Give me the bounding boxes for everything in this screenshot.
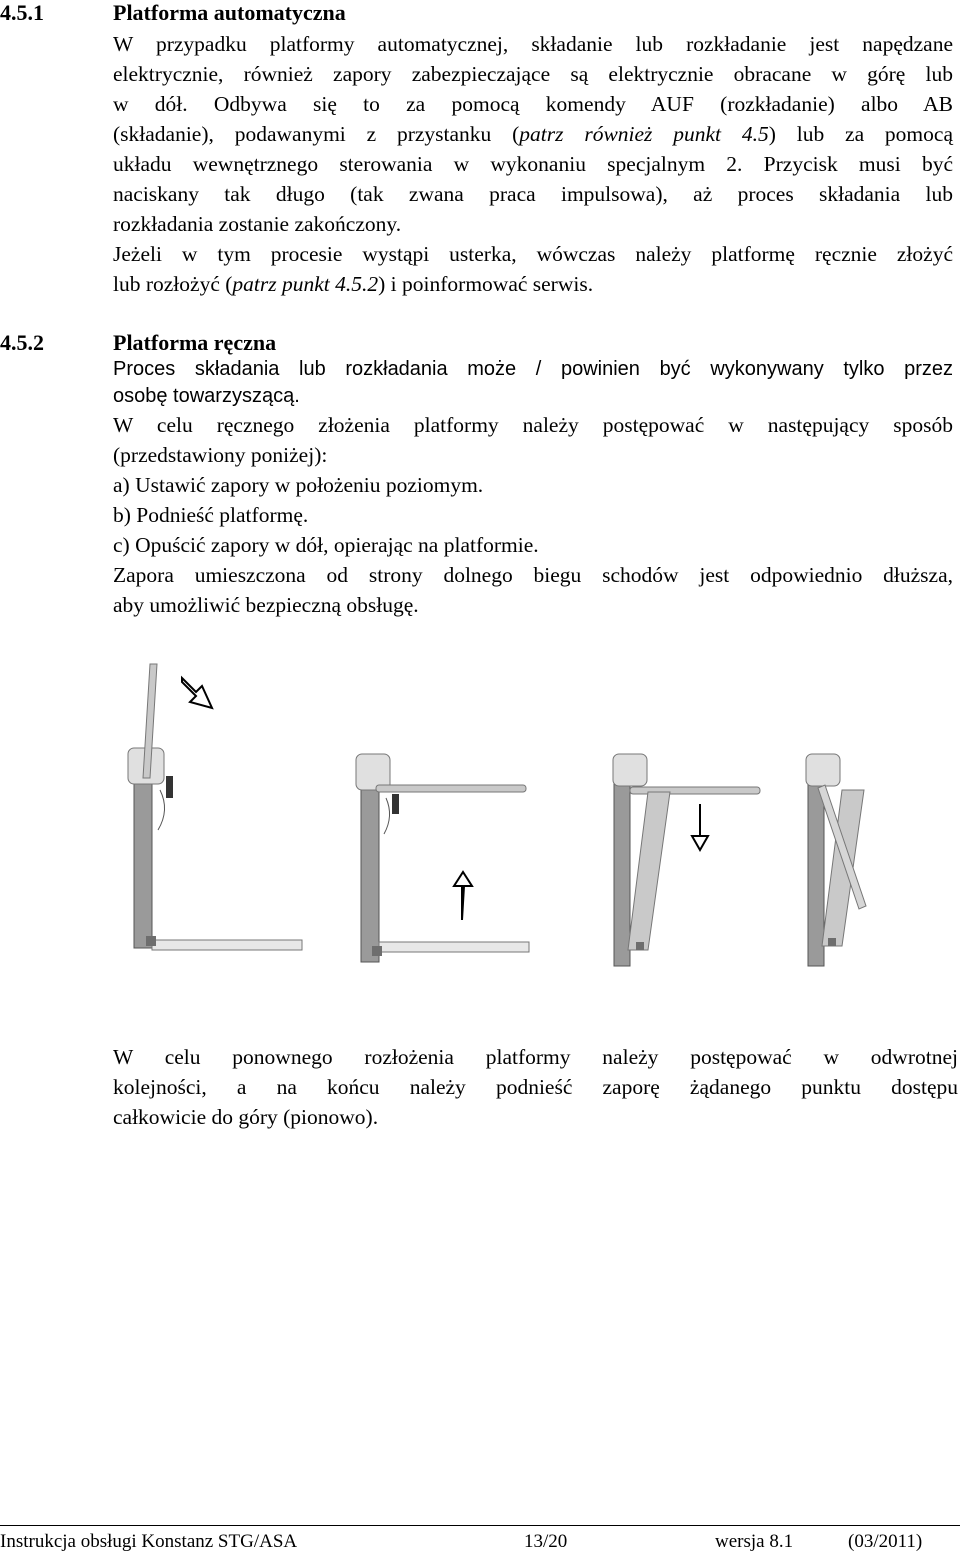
stage-4-barrier-lowered	[806, 754, 866, 966]
section-title-manual-platform: Platforma ręczna	[113, 330, 277, 355]
step-a: a) Ustawić zapory w położeniu poziomym.	[113, 473, 484, 497]
footer-manual-title: Instrukcja obsługi Konstanz STG/ASA	[0, 1531, 298, 1552]
stage-1-barrier-raised	[128, 664, 302, 950]
step-b: b) Podnieść platformę.	[113, 503, 309, 527]
section-number-4-5-2: 4.5.2	[0, 330, 44, 355]
stage-2-barrier-horizontal	[356, 754, 529, 962]
section-title-automatic-platform: Platforma automatyczna	[113, 0, 346, 25]
step-c: c) Opuścić zapory w dół, opierając na platformie.	[113, 533, 539, 557]
footer-page-number: 13/20	[524, 1531, 568, 1552]
footer-date: (03/2011)	[848, 1531, 923, 1552]
paragraph-manual-1: Proces składania lub rozkładania może / powinien być wykonywany tylko przez osobę towarzyszącą.	[113, 358, 953, 407]
arrow-up-icon	[454, 872, 472, 920]
paragraph-manual-2: W celu ręcznego złożenia platformy należy postępować w następujący sposób (przedstawiony poniżej): a) Ustawić zapory w położeniu poziomym. b) Podnieść platformę. c) Opuścić zapory w dół, opierając na platformie. Zapora umieszczona od strony dolnego biegu schodów jest odpowiednio dłuższa, aby umożliwić bezpieczną obsługę.	[113, 413, 953, 617]
footer-version: wersja 8.1	[715, 1531, 794, 1552]
folding-steps-illustration	[0, 650, 960, 980]
footer-rule	[0, 1525, 960, 1526]
paragraph-automatic-1: W przypadku platformy automatycznej, składanie lub rozkładanie jest napędzane elektrycznie, również zapory zabezpieczające są elektrycznie obracane w górę lub w dół. Odbywa się to za pomocą komendy AUF (rozkładanie) albo AB (składanie), podawanymi z przystanku (patrz również punkt 4.5) lub za pomocą układu wewnętrznego sterowania w wykonaniu specjalnym 2. Przycisk musi być naciskany tak długo (tak zwana praca impulsowa), aż proces składania lub rozkładania zostanie zakończony.	[113, 32, 953, 236]
section-number-4-5-1: 4.5.1	[0, 0, 44, 25]
paragraph-automatic-2: Jeżeli w tym procesie wystąpi usterka, wówczas należy platformę ręcznie złożyć lub rozłożyć (patrz punkt 4.5.2) i poinformować serwis.	[113, 242, 953, 296]
arrow-down-icon	[692, 804, 708, 850]
arrow-down-right-icon	[182, 678, 212, 708]
paragraph-manual-3: W celu ponownego rozłożenia platformy należy postępować w odwrotnej kolejności, a na końcu należy podnieść zaporę żądanego punktu dostępu całkowicie do góry (pionowo).	[113, 1045, 958, 1129]
stage-3-platform-folded	[613, 754, 760, 966]
